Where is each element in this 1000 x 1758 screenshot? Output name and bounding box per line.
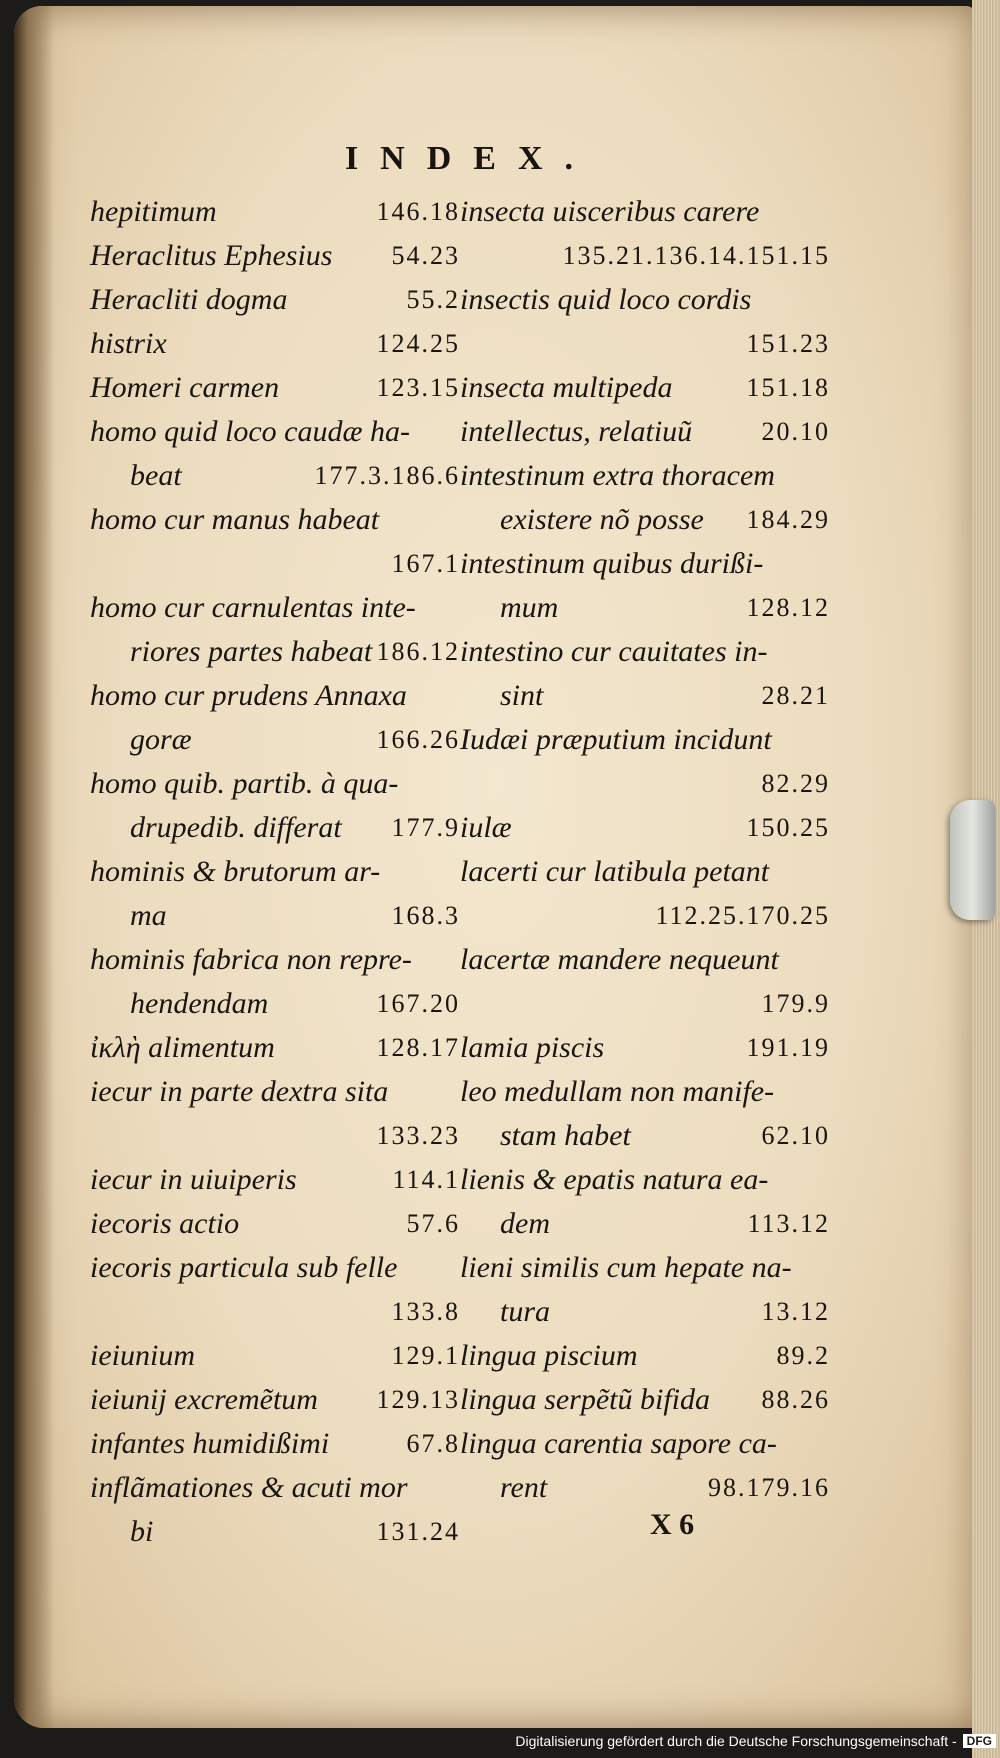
index-entry	[90, 850, 460, 938]
page-reference: 89.2	[776, 1341, 830, 1370]
index-entry	[90, 322, 460, 366]
index-term: hominis & brutorum ar-	[90, 855, 381, 888]
page-gutter	[14, 6, 54, 1728]
page-reference: 133.8	[391, 1297, 460, 1326]
page-reference: 166.26	[376, 725, 460, 754]
index-term: homo quib. partib. à qua-	[90, 767, 399, 800]
page-reference: 150.25	[746, 813, 830, 842]
index-term-continuation: mum	[500, 591, 559, 624]
index-entry	[90, 366, 460, 410]
page-reference: 129.1	[391, 1341, 460, 1370]
index-term: lingua carentia sapore ca-	[460, 1427, 777, 1460]
index-entry	[460, 630, 830, 718]
index-entry	[460, 1422, 830, 1510]
page-reference: 13.12	[761, 1297, 830, 1326]
index-term: intestino cur cauitates in-	[460, 635, 768, 668]
index-term: inflãmationes & acuti mor	[90, 1471, 408, 1504]
index-term-continuation: stam habet	[500, 1119, 631, 1152]
index-term: iulæ	[460, 811, 512, 844]
index-entry	[460, 190, 830, 278]
page-reference: 133.23	[376, 1121, 460, 1150]
index-entry	[460, 850, 830, 938]
index-term-continuation: goræ	[130, 723, 192, 756]
index-entry	[90, 1378, 460, 1422]
index-term: ἰκλὴ alimentum	[90, 1031, 275, 1064]
index-term: homo quid loco caudæ ha-	[90, 415, 410, 448]
page-reference: 114.1	[392, 1165, 460, 1194]
index-entry	[460, 1070, 830, 1158]
page-reference: 20.10	[761, 417, 830, 446]
page-reference: 113.12	[747, 1209, 830, 1238]
index-entry	[90, 1246, 460, 1334]
index-term: intellectus, relatiuũ	[460, 415, 693, 448]
index-term: histrix	[90, 327, 167, 360]
page-reference: 82.29	[761, 769, 830, 798]
index-entry	[90, 278, 460, 322]
index-entry	[460, 410, 830, 454]
index-entry	[90, 1026, 460, 1070]
index-term: insecta uisceribus carere	[460, 195, 760, 228]
index-term: Iudæi præputium incidunt	[460, 723, 772, 756]
page-reference: 88.26	[761, 1385, 830, 1414]
page-reference: 184.29	[746, 505, 830, 534]
index-term: Heracliti dogma	[90, 283, 288, 316]
index-entry	[90, 410, 460, 498]
index-term: intestinum extra thoracem	[460, 459, 775, 492]
index-term-continuation: sint	[500, 679, 544, 712]
page-reference: 168.3	[391, 901, 460, 930]
page-reference: 179.9	[761, 989, 830, 1018]
page-reference: 54.23	[391, 241, 460, 270]
page-reference: 146.18	[376, 197, 460, 226]
index-term: lamia piscis	[460, 1031, 605, 1064]
page-reference: 124.25	[376, 329, 460, 358]
index-entry	[90, 498, 460, 586]
index-term: intestinum quibus durißi-	[460, 547, 764, 580]
index-term: lacertæ mandere nequeunt	[460, 943, 779, 976]
index-term: insectis quid loco cordis	[460, 283, 752, 316]
index-term: ieiunij excremẽtum	[90, 1383, 318, 1416]
index-term-continuation: drupedib. differat	[130, 811, 342, 844]
page-reference: 112.25.170.25	[655, 901, 830, 930]
index-entry	[460, 366, 830, 410]
index-term: Homeri carmen	[90, 371, 280, 404]
index-entry	[460, 1158, 830, 1246]
index-term: iecur in parte dextra sita	[90, 1075, 389, 1108]
index-entry	[460, 542, 830, 630]
index-entry	[90, 1070, 460, 1158]
index-entry	[460, 1334, 830, 1378]
index-term: infantes humidißimi	[90, 1427, 330, 1460]
page-reference: 67.8	[406, 1429, 460, 1458]
index-term-continuation: beat	[130, 459, 182, 492]
page-reference: 131.24	[376, 1517, 460, 1546]
index-term: iecur in uiuiperis	[90, 1163, 297, 1196]
footer-text: Digitalisierung gefördert durch die Deutsche Forschungsgemeinschaft -	[515, 1733, 957, 1749]
index-term: hominis fabrica non repre-	[90, 943, 412, 976]
index-term: lingua piscium	[460, 1339, 638, 1372]
index-term: Heraclitus Ephesius	[90, 239, 333, 272]
index-term: iecoris actio	[90, 1207, 240, 1240]
index-entry	[90, 1334, 460, 1378]
index-entry	[90, 762, 460, 850]
index-term-continuation: rent	[500, 1471, 548, 1504]
index-term-continuation: dem	[500, 1207, 550, 1240]
page-reference: 167.1	[391, 549, 460, 578]
page-reference: 123.15	[376, 373, 460, 402]
index-term: lieni similis cum hepate na-	[460, 1251, 792, 1284]
left-index-column	[90, 190, 460, 1554]
page-reference: 57.6	[406, 1209, 460, 1238]
page-reference: 128.12	[746, 593, 830, 622]
index-entry	[90, 1466, 460, 1554]
index-term: lacerti cur latibula petant	[460, 855, 770, 888]
page-reference: 151.23	[746, 329, 830, 358]
index-term-continuation: riores partes habeat	[130, 635, 373, 668]
page-reference: 128.17	[376, 1033, 460, 1062]
index-entry	[90, 234, 460, 278]
index-term: lienis & epatis natura ea-	[460, 1163, 769, 1196]
page-title: INDEX.	[344, 140, 596, 177]
right-index-column	[460, 190, 830, 1510]
index-entry	[90, 1202, 460, 1246]
index-term-continuation: hendendam	[130, 987, 269, 1020]
index-entry	[90, 1158, 460, 1202]
index-term: insecta multipeda	[460, 371, 673, 404]
index-term: homo cur prudens Annaxa	[90, 679, 407, 712]
index-entry	[460, 278, 830, 366]
index-entry	[90, 938, 460, 1026]
page-reference: 186.12	[376, 637, 460, 666]
index-term: hepitimum	[90, 195, 217, 228]
index-term: ieiunium	[90, 1339, 195, 1372]
index-entry	[460, 938, 830, 1026]
index-entry	[90, 674, 460, 762]
dfg-logo: DFG	[963, 1734, 996, 1748]
page-reference: 177.3.186.6	[314, 461, 460, 490]
page-reference: 55.2	[406, 285, 460, 314]
index-term-continuation: tura	[500, 1295, 551, 1328]
metal-clip	[950, 800, 995, 920]
page-reference: 191.19	[746, 1033, 830, 1062]
index-term: leo medullam non manife-	[460, 1075, 775, 1108]
page-reference: 98.179.16	[708, 1473, 830, 1502]
index-term: lingua serpẽtũ bifida	[460, 1383, 710, 1416]
page-reference: 135.21.136.14.151.15	[562, 241, 830, 270]
index-entry	[90, 586, 460, 674]
page-reference: 129.13	[376, 1385, 460, 1414]
index-entry	[90, 1422, 460, 1466]
index-entry	[460, 1378, 830, 1422]
page-reference: 167.20	[376, 989, 460, 1018]
index-term: iecoris particula sub felle	[90, 1251, 398, 1284]
index-term-continuation: existere nõ posse	[500, 503, 704, 536]
index-term-continuation: bi	[130, 1515, 154, 1548]
index-entry	[460, 1246, 830, 1334]
page-reference: 28.21	[761, 681, 830, 710]
index-term: homo cur carnulentas inte-	[90, 591, 416, 624]
index-term: homo cur manus habeat	[90, 503, 380, 536]
signature-mark: X 6	[650, 1508, 695, 1541]
index-entry	[460, 718, 830, 806]
footer-credit	[515, 1730, 996, 1752]
index-entry	[460, 806, 830, 850]
page-reference: 177.9	[391, 813, 460, 842]
page-reference: 151.18	[746, 373, 830, 402]
index-entry	[90, 190, 460, 234]
index-entry	[460, 454, 830, 542]
index-term-continuation: ma	[130, 899, 167, 932]
index-entry	[460, 1026, 830, 1070]
page-reference: 62.10	[761, 1121, 830, 1150]
